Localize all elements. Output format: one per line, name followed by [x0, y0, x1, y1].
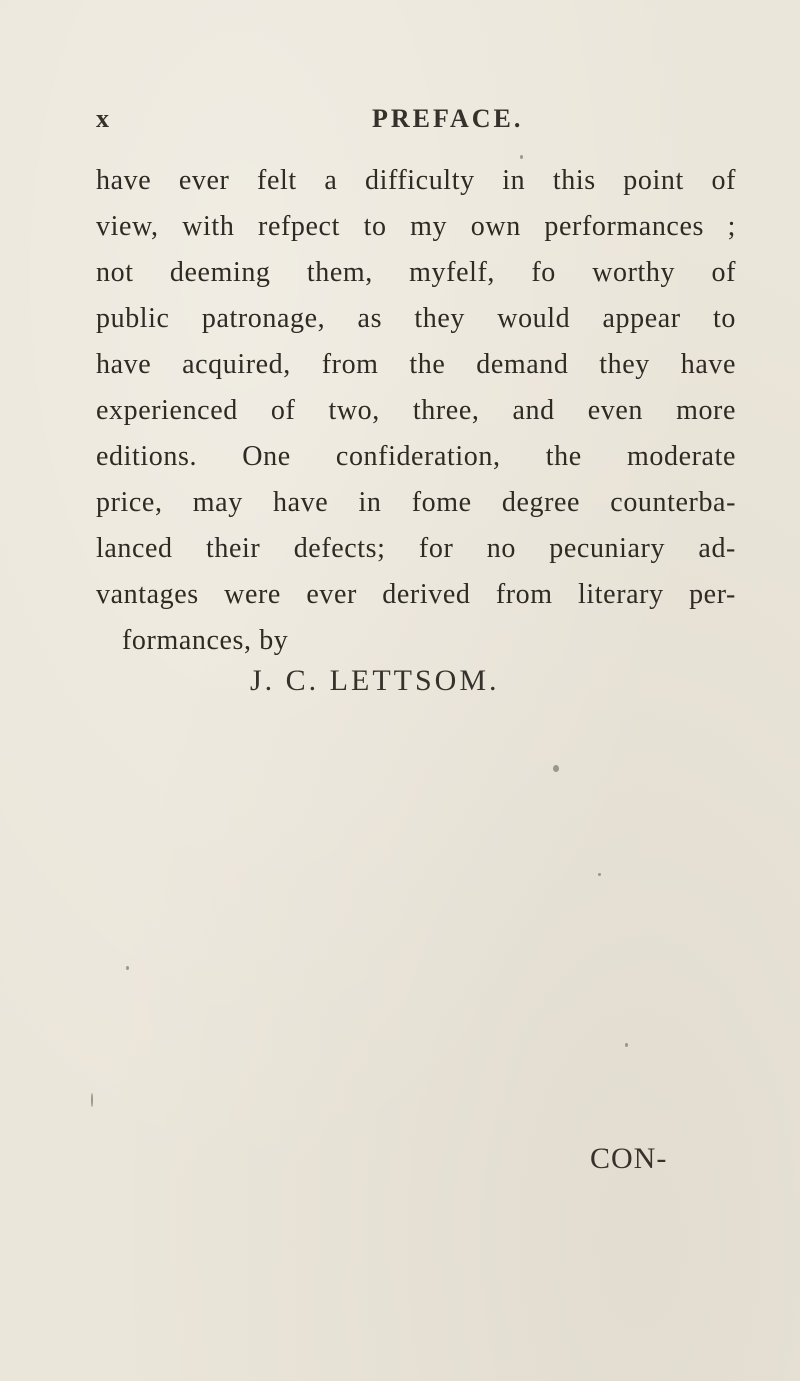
text-line: price, may have in fome degree counterba-	[96, 487, 736, 518]
text-line: vantages were ever derived from literary per-	[96, 579, 736, 610]
text-line: experienced of two, three, and even more	[96, 395, 736, 426]
catchword: CON-	[590, 1142, 668, 1175]
running-title: PREFACE.	[372, 104, 524, 133]
body-paragraph	[96, 158, 736, 664]
text-line: formances, by	[122, 625, 289, 656]
paper-speck	[91, 1093, 93, 1107]
text-line: view, with refpect to my own performances ;	[96, 211, 736, 242]
page-number: x	[96, 104, 110, 133]
paper-speck	[126, 966, 129, 970]
text-line: have ever felt a difficulty in this point of	[96, 165, 736, 196]
paper-speck	[625, 1043, 628, 1047]
paper-speck	[553, 765, 559, 772]
text-line: not deeming them, myfelf, fo worthy of	[96, 257, 736, 288]
text-line: public patronage, as they would appear to	[96, 303, 736, 334]
text-line: lanced their defects; for no pecuniary ad-	[96, 533, 736, 564]
paper-speck	[598, 873, 601, 876]
author-signature: J. C. LETTSOM.	[250, 664, 500, 697]
paper-speck	[520, 155, 523, 159]
running-head	[96, 104, 736, 140]
text-line: editions. One confideration, the moderate	[96, 441, 736, 472]
text-line: have acquired, from the demand they have	[96, 349, 736, 380]
